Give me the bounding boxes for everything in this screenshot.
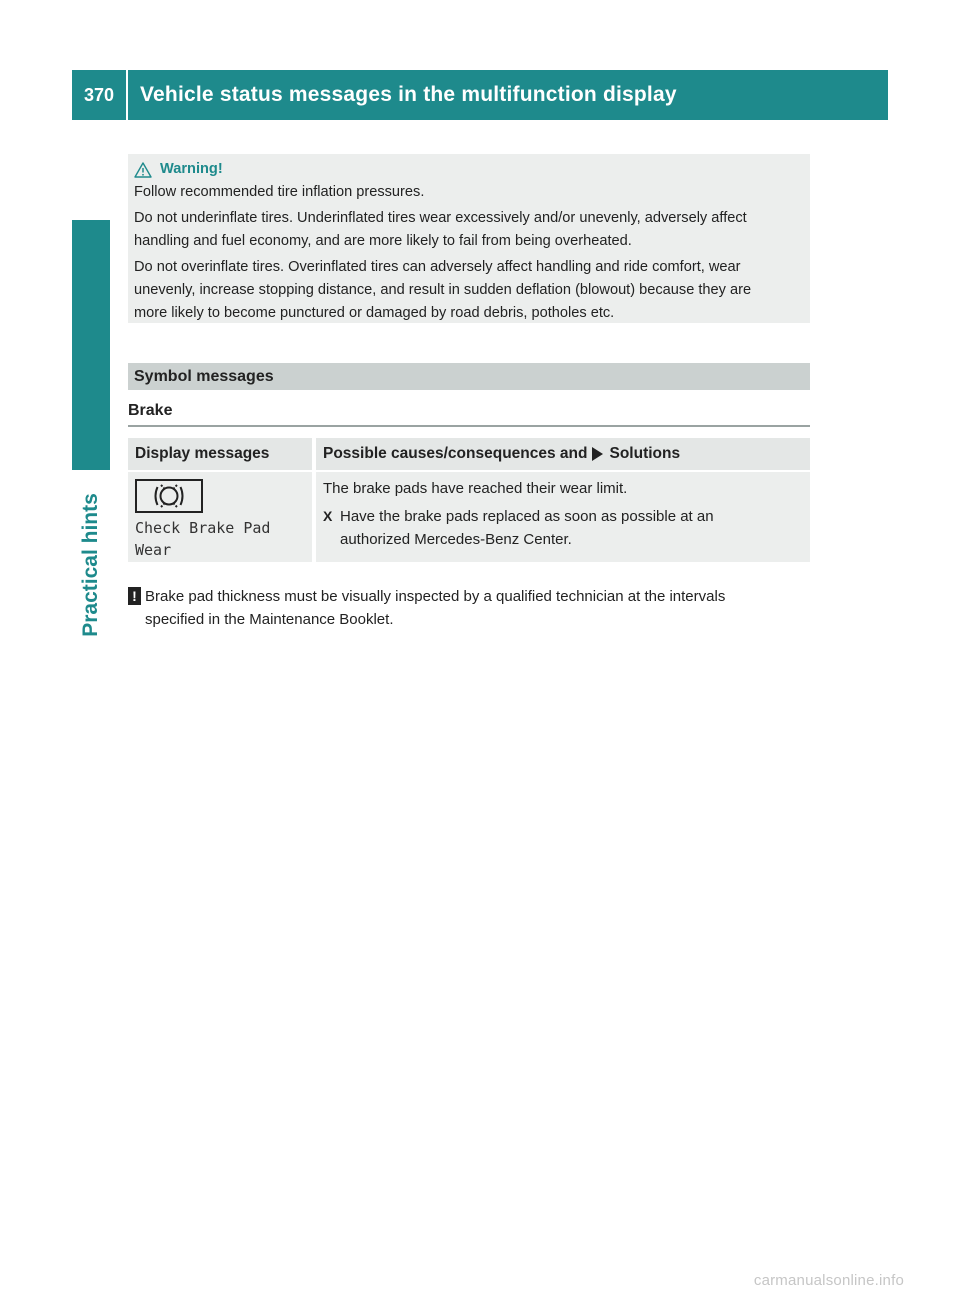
warning-text-line: unevenly, increase stopping distance, and result in sudden deflation (blowout) because they are xyxy=(134,282,752,298)
solution-step xyxy=(323,505,810,551)
side-tab-label: Practical hints xyxy=(79,493,102,637)
note-text-line: Brake pad thickness must be visually inspected by a qualified technician at the intervals xyxy=(145,588,726,605)
table-cell-display-message xyxy=(128,472,312,562)
footer-watermark: carmanualsonline.info xyxy=(753,1272,904,1289)
subheading: Brake xyxy=(128,402,173,419)
solution-line: Have the brake pads replaced as soon as possible at an xyxy=(340,508,714,525)
warning-text-line: Do not underinflate tires. Underinflated tires wear excessively and/or unevenly, adversely affect xyxy=(134,210,747,226)
section-heading: Symbol messages xyxy=(128,363,810,390)
side-tab-marker xyxy=(72,220,110,470)
warning-text: Follow recommended tire inflation pressures. xyxy=(134,184,425,200)
note xyxy=(128,585,810,631)
cause-text: The brake pads have reached their wear limit. xyxy=(323,480,628,497)
page-title: Vehicle status messages in the multifunction display xyxy=(128,70,888,120)
warning-heading xyxy=(134,158,804,181)
side-tab xyxy=(72,480,110,650)
display-message-text xyxy=(135,517,312,561)
table-header-causes xyxy=(316,438,810,470)
warning-box xyxy=(128,154,810,323)
warning-text-line: more likely to become punctured or damaged by road debris, potholes etc. xyxy=(134,305,615,321)
warning-heading-text: Warning! xyxy=(160,161,223,177)
table-header-causes-text: Possible causes/consequences and xyxy=(323,445,588,462)
note-exclamation-icon: ! xyxy=(128,587,141,605)
warning-triangle-icon xyxy=(134,162,152,178)
display-message-line: Wear xyxy=(135,541,172,559)
display-message-line: Check Brake Pad xyxy=(135,519,271,537)
solution-text xyxy=(340,505,714,551)
warning-text xyxy=(134,207,804,253)
step-marker: X xyxy=(323,508,333,524)
table-cell-causes xyxy=(316,472,810,562)
solutions-arrow-icon xyxy=(592,447,603,461)
table-header-display-messages: Display messages xyxy=(128,438,312,470)
brake-pad-wear-icon xyxy=(135,479,203,513)
note-text-line: specified in the Maintenance Booklet. xyxy=(145,611,394,628)
warning-text-line: Do not overinflate tires. Overinflated tires can adversely affect handling and ride comfort, wear xyxy=(134,259,741,275)
solution-line: authorized Mercedes-Benz Center. xyxy=(340,531,572,548)
page-number: 370 xyxy=(72,70,126,120)
table-header-solutions-text: Solutions xyxy=(609,445,681,462)
divider xyxy=(128,425,810,427)
warning-text-line: handling and fuel economy, and are more likely to fail from being overheated. xyxy=(134,233,632,249)
warning-text xyxy=(134,256,804,325)
